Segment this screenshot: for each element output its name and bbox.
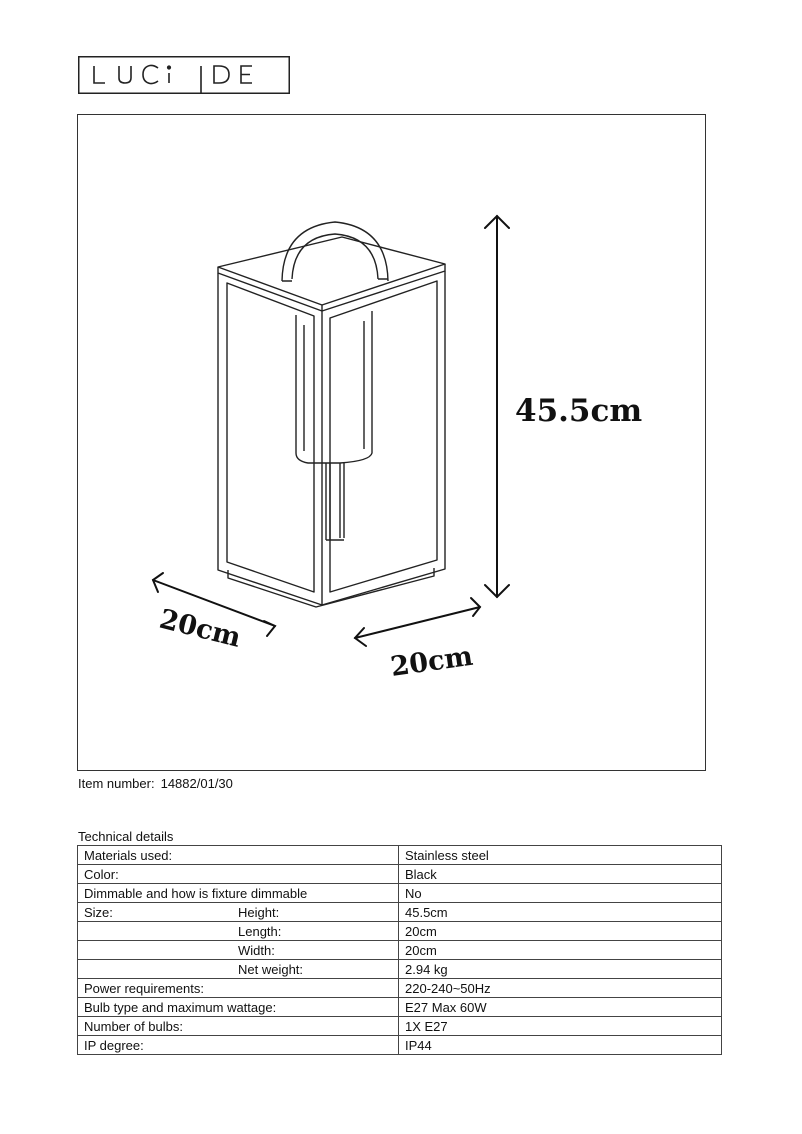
table-row xyxy=(78,979,722,998)
spec-value: 45.5cm xyxy=(399,903,722,922)
table-row xyxy=(78,960,722,979)
spec-sublabel xyxy=(232,846,399,865)
technical-details-table xyxy=(77,845,722,1055)
spec-sublabel xyxy=(232,1036,399,1055)
table-row xyxy=(78,884,722,903)
spec-label: Power requirements: xyxy=(78,979,233,998)
lantern-dimension-drawing xyxy=(78,115,707,772)
spec-label: IP degree: xyxy=(78,1036,233,1055)
table-row xyxy=(78,846,722,865)
lantern-frame xyxy=(218,271,445,605)
spec-value: IP44 xyxy=(399,1036,722,1055)
spec-value: 20cm xyxy=(399,941,722,960)
spec-label: Bulb type and maximum wattage: xyxy=(78,998,399,1017)
table-row xyxy=(78,998,722,1017)
spec-label: Color: xyxy=(78,865,233,884)
table-row xyxy=(78,1017,722,1036)
spec-label xyxy=(78,941,233,960)
spec-label: Dimmable and how is fixture dimmable xyxy=(78,884,399,903)
dimension-drawing-frame xyxy=(77,114,706,771)
item-number-label: Item number: xyxy=(78,776,155,791)
spec-label: Materials used: xyxy=(78,846,233,865)
lantern-handle xyxy=(282,222,388,281)
spec-label: Size: xyxy=(78,903,233,922)
lantern-top xyxy=(218,237,445,305)
table-row xyxy=(78,922,722,941)
spec-value: No xyxy=(399,884,722,903)
table-row xyxy=(78,1036,722,1055)
width-arrow xyxy=(355,607,480,638)
spec-value: 220-240~50Hz xyxy=(399,979,722,998)
spec-sublabel: Length: xyxy=(232,922,399,941)
table-row xyxy=(78,903,722,922)
lucide-logo xyxy=(78,56,290,94)
spec-value: 2.94 kg xyxy=(399,960,722,979)
technical-details-title: Technical details xyxy=(78,829,174,844)
length-dimension-label: 20cm xyxy=(156,603,244,654)
table-row xyxy=(78,941,722,960)
spec-value: 20cm xyxy=(399,922,722,941)
spec-value: Black xyxy=(399,865,722,884)
spec-value: Stainless steel xyxy=(399,846,722,865)
spec-label: Number of bulbs: xyxy=(78,1017,233,1036)
spec-value: E27 Max 60W xyxy=(399,998,722,1017)
height-dimension-label: 45.5cm xyxy=(515,393,643,429)
spec-label xyxy=(78,960,233,979)
spec-sublabel xyxy=(232,979,399,998)
item-number-value: 14882/01/30 xyxy=(160,776,233,791)
item-number xyxy=(78,776,233,791)
table-row xyxy=(78,865,722,884)
width-dimension-label: 20cm xyxy=(388,640,475,683)
spec-value: 1X E27 xyxy=(399,1017,722,1036)
spec-sublabel: Width: xyxy=(232,941,399,960)
spec-sublabel: Height: xyxy=(232,903,399,922)
spec-label xyxy=(78,922,233,941)
spec-sublabel xyxy=(232,1017,399,1036)
spec-sublabel: Net weight: xyxy=(232,960,399,979)
spec-sublabel xyxy=(232,865,399,884)
